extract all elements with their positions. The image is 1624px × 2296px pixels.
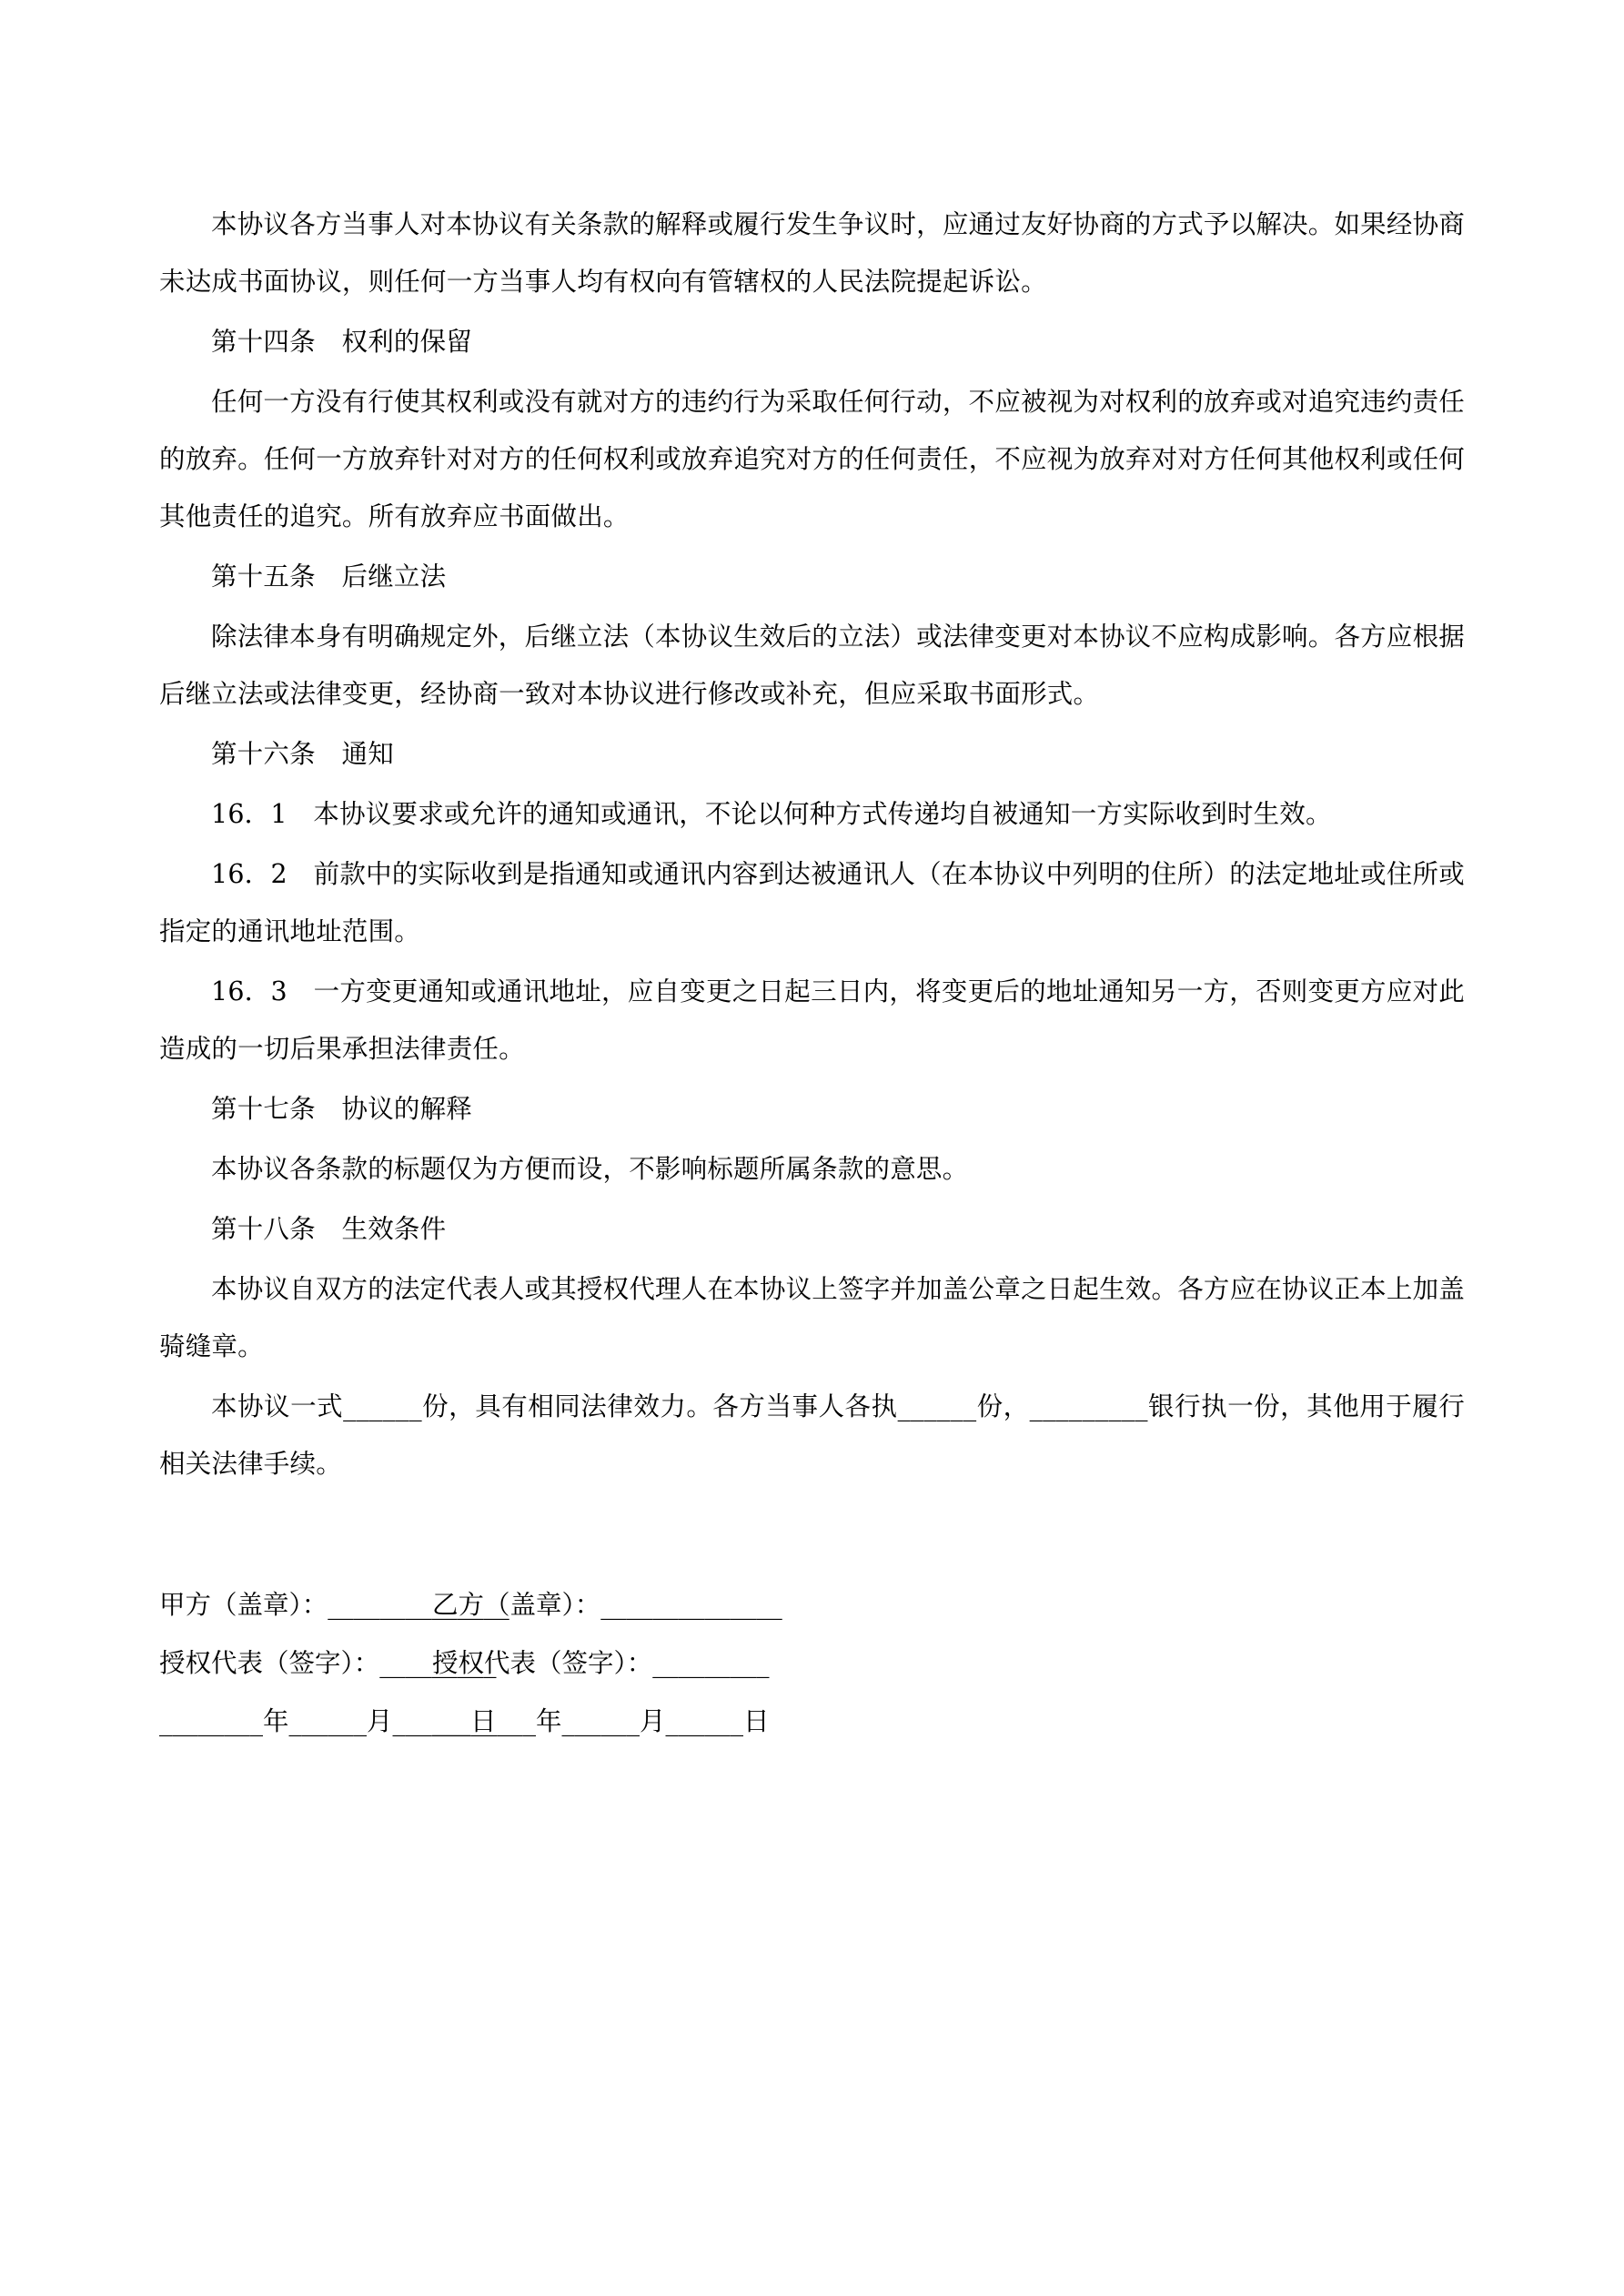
heading-article-16: 第十六条 通知 — [211, 739, 394, 769]
paragraph-article-16-3: 16．3 一方变更通知或通讯地址，应自变更之日起三日内，将变更后的地址通知另一方，否则变更方应对此造成的一切后果承担法律责任。 — [159, 976, 1465, 1064]
paragraph-dispute-resolution: 本协议各方当事人对本协议有关条款的解释或履行发生争议时，应通过友好协商的方式予以解决。如果经协商未达成书面协议，则任何一方当事人均有权向有管辖权的人民法院提起诉讼。 — [159, 209, 1465, 297]
signature-row-seal — [159, 1576, 1465, 1634]
paragraph-copies-clause: 本协议一式______份，具有相同法律效力。各方当事人各执______份，_________银行执一份，其他用于履行相关法律手续。 — [159, 1391, 1465, 1479]
heading-article-18: 第十八条 生效条件 — [211, 1214, 447, 1244]
paragraph-article-16-2: 16．2 前款中的实际收到是指通知或通讯内容到达被通讯人（在本协议中列明的住所）的法定地址或住所或指定的通讯地址范围。 — [159, 859, 1465, 946]
paragraph-article-18-body: 本协议自双方的法定代表人或其授权代理人在本协议上签字并加盖公章之日起生效。各方应在协议正本上加盖骑缝章。 — [159, 1274, 1465, 1361]
document-body — [159, 196, 1465, 1751]
signature-row-representative — [159, 1634, 1465, 1693]
signature-party-b-date: ________年______月______日 — [432, 1706, 770, 1736]
paragraph-article-16-1: 16．1 本协议要求或允许的通知或通讯，不论以何种方式传递均自被通知一方实际收到时生效。 — [211, 799, 1332, 829]
heading-article-17: 第十七条 协议的解释 — [211, 1094, 473, 1124]
heading-article-15: 第十五条 后继立法 — [211, 561, 447, 592]
paragraph-article-15-body: 除法律本身有明确规定外，后继立法（本协议生效后的立法）或法律变更对本协议不应构成影响。各方应根据后继立法或法律变更，经协商一致对本协议进行修改或补充，但应采取书面形式。 — [159, 622, 1465, 709]
signature-party-b-representative: 授权代表（签字）：_________ — [432, 1648, 770, 1678]
paragraph-article-17-body: 本协议各条款的标题仅为方便而设，不影响标题所属条款的意思。 — [211, 1154, 969, 1184]
signature-party-a-seal: 甲方（盖章）：______________ — [159, 1590, 509, 1620]
signature-party-b-seal: 乙方（盖章）：______________ — [432, 1590, 782, 1620]
signature-party-a-date: ________年______月______日 — [159, 1706, 497, 1736]
heading-article-14: 第十四条 权利的保留 — [211, 327, 473, 357]
signature-block — [159, 1576, 1465, 1751]
signature-row-date — [159, 1693, 1465, 1751]
signature-party-a-representative: 授权代表（签字）：_________ — [159, 1648, 497, 1678]
paragraph-article-14-body: 任何一方没有行使其权利或没有就对方的违约行为采取任何行动，不应被视为对权利的放弃或对追究违约责任的放弃。任何一方放弃针对对方的任何权利或放弃追究对方的任何责任，不应视为放弃对对方任何其他权利或任何其他责任的追究。所有放弃应书面做出。 — [159, 387, 1466, 531]
